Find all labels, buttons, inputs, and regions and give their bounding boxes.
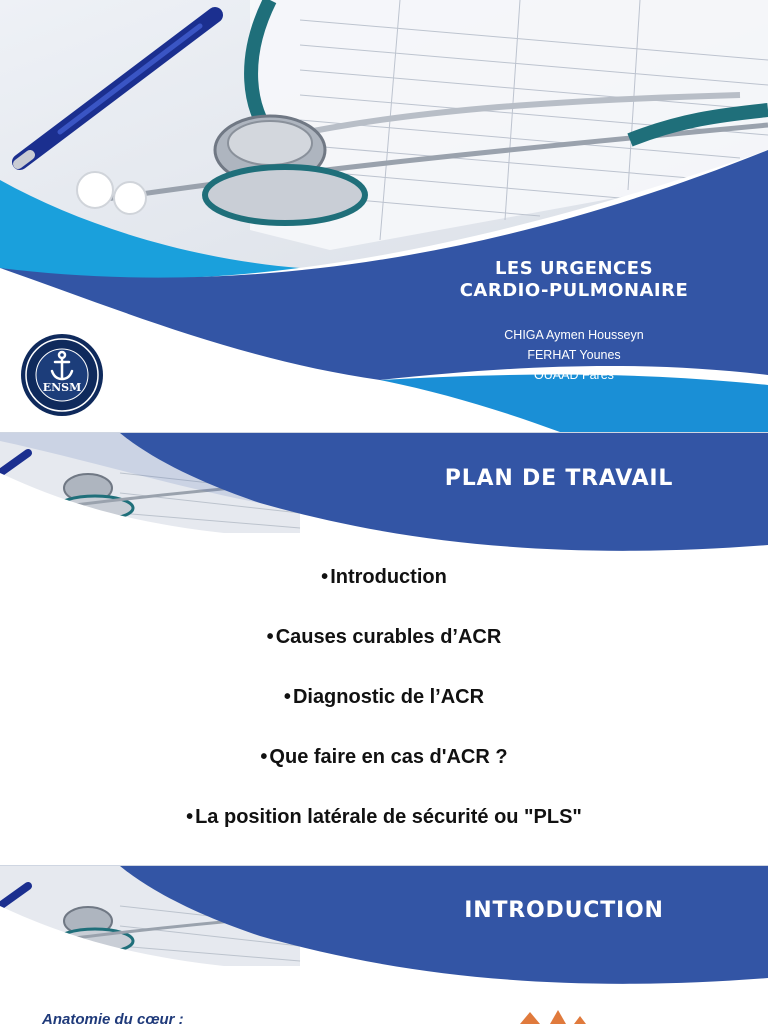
- section-subtitle: Anatomie du cœur :: [42, 1011, 184, 1024]
- list-item: • Diagnostic de l’ACR: [0, 686, 768, 746]
- list-item: • Causes curables d’ACR: [0, 626, 768, 686]
- author-name: CHIGA Aymen Housseyn: [504, 328, 644, 342]
- list-item: • La position latérale de sécurité ou "PLS": [0, 806, 768, 866]
- presentation-title: [430, 258, 718, 302]
- logo-text: ENSM: [42, 381, 82, 394]
- list-item: • Que faire en cas d'ACR ?: [0, 746, 768, 806]
- title-line-2: CARDIO-PULMONAIRE: [459, 280, 689, 301]
- heart-image-fragment: [520, 1010, 586, 1024]
- introduction-slide: [0, 866, 768, 1024]
- title-line-1: LES URGENCES: [494, 258, 654, 279]
- slide3-header-background: [0, 866, 768, 1024]
- list-item: • Introduction: [0, 566, 768, 626]
- slide-title: PLAN DE TRAVAIL: [444, 466, 674, 491]
- slide-title: INTRODUCTION: [464, 898, 664, 923]
- author-list: [430, 325, 718, 385]
- title-slide: [0, 0, 768, 432]
- plan-list: [0, 566, 768, 866]
- ensm-logo: [20, 333, 104, 417]
- author-name: FERHAT Younes: [527, 348, 621, 362]
- author-name: OUAAD Fares: [534, 368, 614, 382]
